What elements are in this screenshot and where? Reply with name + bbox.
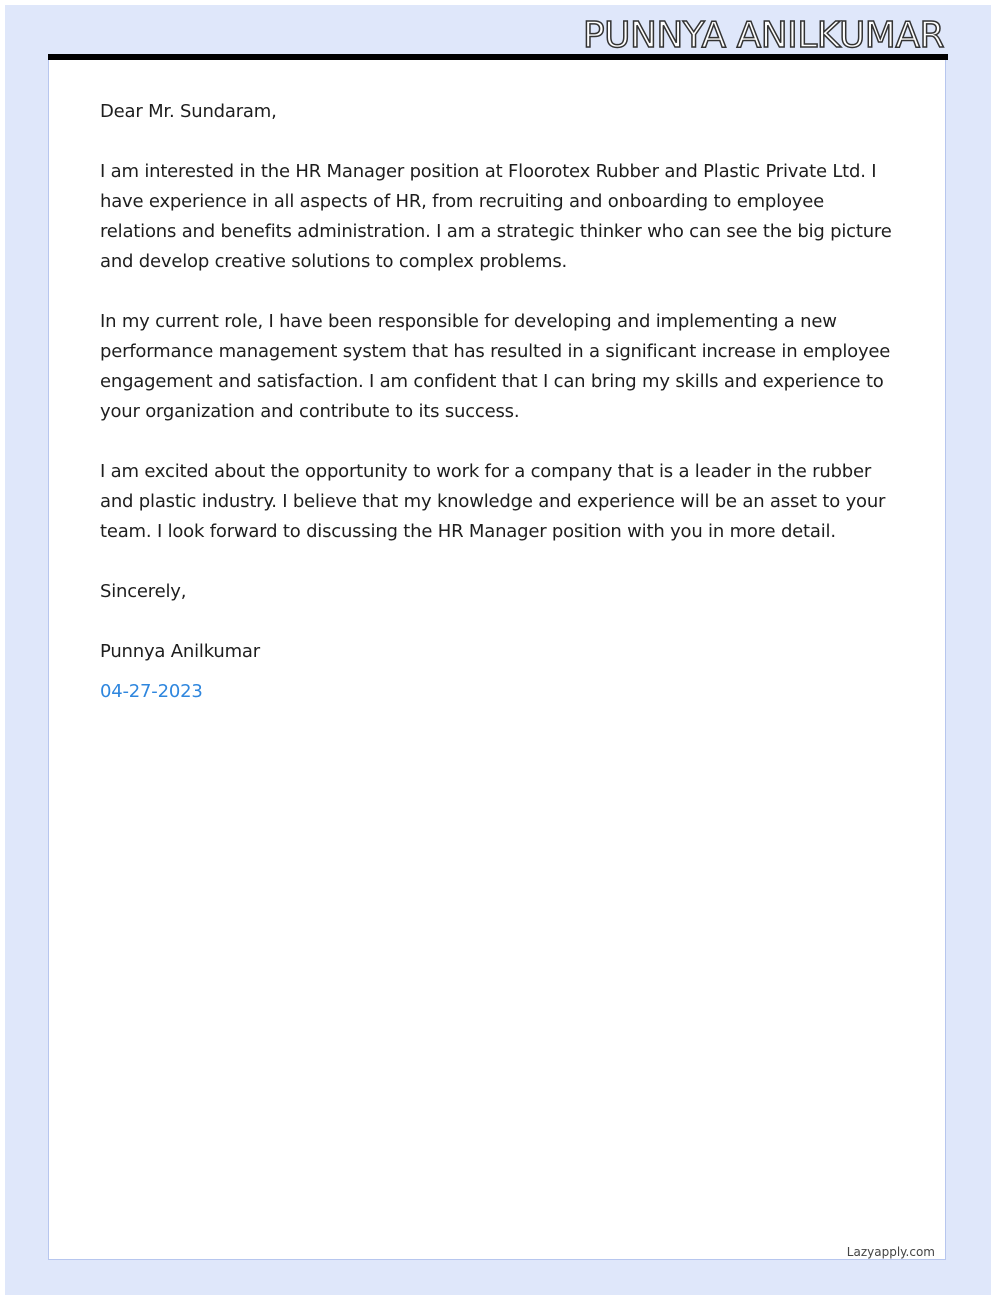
paragraph-1: I am interested in the HR Manager position at Floorotex Rubber and Plastic Private Ltd. I have experience in all aspects of HR, from recruiting and onboarding to employee relations and benefits administration. I am a strategic thinker who can see the big picture and develop creative solutions to complex problems. <box>100 161 892 272</box>
cover-letter-body <box>100 97 900 707</box>
signature: Punnya Anilkumar <box>100 641 260 662</box>
footer-brand: Lazyapply.com <box>846 1245 935 1259</box>
applicant-name-title: PUNNYA ANILKUMAR <box>582 15 944 56</box>
paragraph-3: I am excited about the opportunity to work for a company that is a leader in the rubber and plastic industry. I believe that my knowledge and experience will be an asset to your team. I look forward to discussing the HR Manager position with you in more detail. <box>100 461 886 542</box>
paragraph-2: In my current role, I have been responsible for developing and implementing a new performance management system that has resulted in a significant increase in employee engagement and satisfaction. I am confident that I can bring my skills and experience to your organization and contribute to its success. <box>100 311 891 422</box>
letter-date: 04-27-2023 <box>100 681 203 702</box>
closing: Sincerely, <box>100 581 187 602</box>
salutation: Dear Mr. Sundaram, <box>100 101 277 122</box>
